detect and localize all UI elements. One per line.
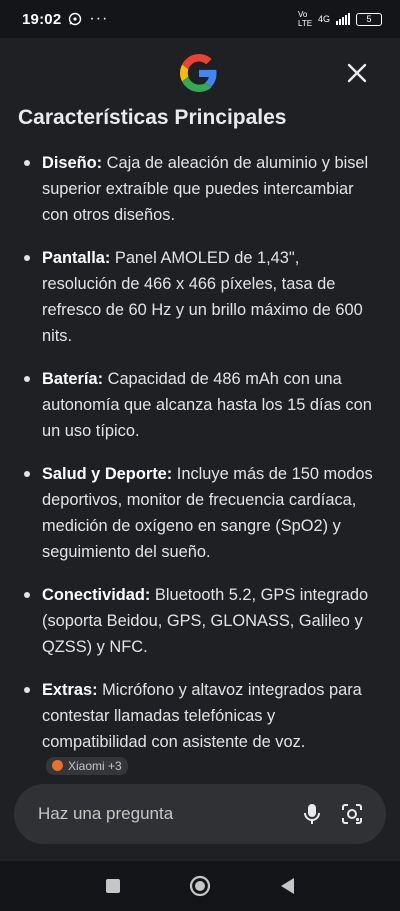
battery-icon [356, 13, 382, 26]
item-text: Incluye más de 150 modos deportivos, monitor de frecuencia cardíaca, medición de oxígeno en sangre (SpO2) y seguimiento del sueño. [42, 465, 373, 561]
google-g-logo-icon [180, 54, 218, 92]
item-label: Pantalla: [42, 249, 111, 267]
status-bar [0, 0, 400, 38]
microphone-icon [301, 802, 323, 826]
voice-search-button[interactable] [292, 794, 332, 834]
signal-icon [336, 13, 350, 25]
item-label: Conectividad: [42, 586, 151, 604]
list-item-salud [0, 461, 400, 565]
header [0, 38, 400, 108]
source-chip[interactable] [46, 757, 128, 775]
battery-level: 5 [366, 14, 372, 24]
status-time: 19:02 [22, 10, 62, 28]
triangle-back-icon [278, 876, 296, 896]
more-notifications-icon: ··· [89, 10, 109, 27]
navigation-bar [0, 861, 400, 911]
item-label: Batería: [42, 370, 104, 388]
section-title: Características Principales [18, 106, 287, 129]
whatsapp-icon [68, 12, 82, 26]
item-text: Capacidad de 486 mAh con una autonomía que alcanza hasta los 15 días con un uso típico. [42, 370, 372, 440]
list-item-pantalla [0, 245, 400, 349]
ask-bar [14, 784, 386, 844]
list-item-diseno [0, 150, 400, 228]
item-label: Salud y Deporte: [42, 465, 173, 483]
home-button[interactable] [180, 866, 220, 906]
item-label: Extras: [42, 681, 98, 699]
item-text: Bluetooth 5.2, GPS integrado (soporta Beidou, GPS, GLONASS, Galileo y QZSS) y NFC. [42, 586, 369, 656]
lens-camera-icon [340, 802, 364, 826]
list-item-bateria [0, 366, 400, 444]
item-text: Micrófono y altavoz integrados para contestar llamadas telefónicas y compatibilidad con asistente de voz. [42, 681, 362, 751]
volte-indicator: Vo LTE [297, 10, 313, 28]
features-list [0, 150, 400, 798]
item-text: Caja de aleación de aluminio y bisel superior extraíble que puedes intercambiar con otros diseños. [42, 154, 369, 224]
network-type: 4G [317, 14, 330, 24]
list-item-conectividad [0, 582, 400, 660]
list-item-extras [0, 677, 400, 781]
item-label: Diseño: [42, 154, 103, 172]
recents-button[interactable] [93, 866, 133, 906]
close-button[interactable] [342, 58, 372, 88]
lens-search-button[interactable] [332, 794, 372, 834]
source-chip-label: Xiaomi +3 [68, 758, 122, 773]
item-text: Panel AMOLED de 1,43", resolución de 466 x 466 píxeles, tasa de refresco de 60 Hz y un brillo máximo de 600 nits. [42, 249, 363, 345]
close-icon [342, 58, 372, 88]
back-button[interactable] [267, 866, 307, 906]
circle-home-icon [188, 874, 212, 898]
xiaomi-source-icon [52, 760, 63, 771]
square-recents-icon [104, 877, 122, 895]
ask-input[interactable] [36, 803, 292, 825]
